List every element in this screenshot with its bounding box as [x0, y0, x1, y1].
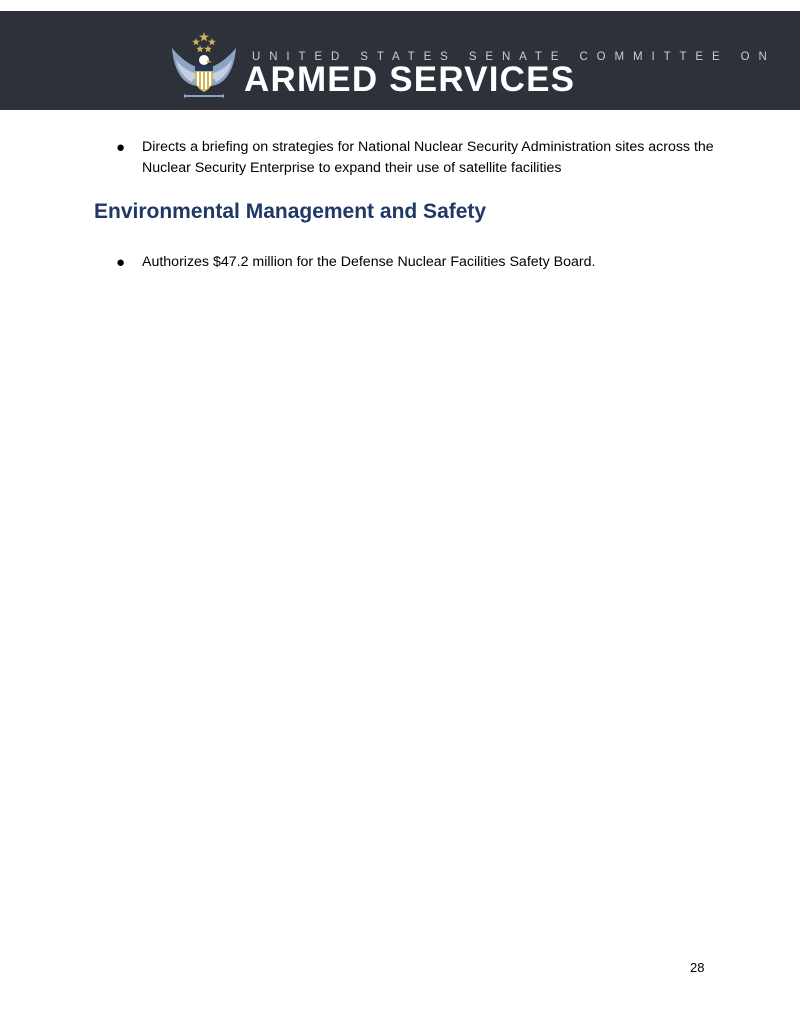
- committee-banner: [0, 11, 800, 110]
- bullet-icon: ●: [116, 139, 126, 156]
- bullet-icon: ●: [116, 254, 126, 271]
- banner-subtitle: UNITED STATES SENATE COMMITTEE ON: [252, 51, 776, 63]
- eagle-shield-emblem: [166, 30, 242, 106]
- list-item-text: Directs a briefing on strategies for National Nuclear Security Administration sites across the Nuclear Security Enterprise to expand their use of satellite facilities: [142, 139, 714, 176]
- list-item-text: Authorizes $47.2 million for the Defense Nuclear Facilities Safety Board.: [142, 254, 596, 270]
- banner-title: ARMED SERVICES: [244, 60, 576, 99]
- page-number: 28: [690, 960, 705, 975]
- section-heading: Environmental Management and Safety: [94, 200, 487, 223]
